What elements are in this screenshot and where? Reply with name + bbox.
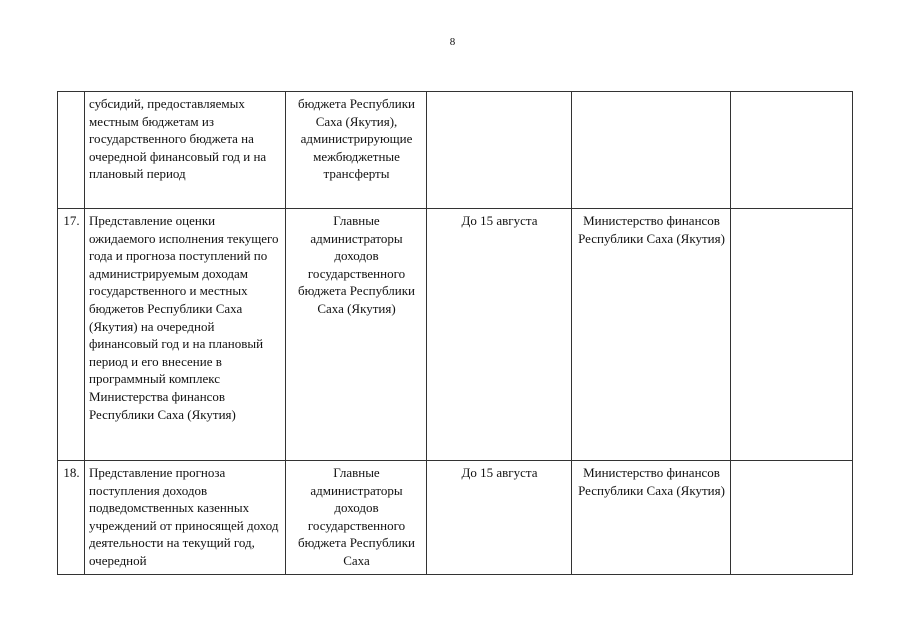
schedule-table	[57, 91, 853, 575]
table-row	[58, 92, 853, 209]
recipient-cell	[572, 92, 731, 209]
deadline-cell	[427, 92, 572, 209]
task-description: Представление оценки ожидаемого исполнения текущего года и прогноза поступлений по администрируемым доходам государственного и местных бюджетов Республики Саха (Якутия) на очередной финансовый год и на плановый период и его внесение в программный комплекс Министерства финансов Республики Саха (Якутия)	[85, 209, 286, 461]
deadline-cell: До 15 августа	[427, 209, 572, 461]
recipient-cell: Министерство финансов Республики Саха (Якутия)	[572, 461, 731, 575]
executor-cell: Главные администраторы доходов государственного бюджета Республики Саха	[286, 461, 427, 575]
deadline-cell: До 15 августа	[427, 461, 572, 575]
note-cell	[731, 209, 853, 461]
note-cell	[731, 92, 853, 209]
row-number: 18.	[58, 461, 85, 575]
task-description: субсидий, предоставляемых местным бюджетам из государственного бюджета на очередной финансовый год и на плановый период	[85, 92, 286, 209]
note-cell	[731, 461, 853, 575]
table-row	[58, 209, 853, 461]
task-description: Представление прогноза поступления доходов подведомственных казенных учреждений от приносящей доход деятельности на текущий год, очередной	[85, 461, 286, 575]
page-number: 8	[449, 36, 456, 48]
executor-cell: Главные администраторы доходов государственного бюджета Республики Саха (Якутия)	[286, 209, 427, 461]
executor-cell: бюджета Республики Саха (Якутия), администрирующие межбюджетные трансферты	[286, 92, 427, 209]
row-number	[58, 92, 85, 209]
recipient-cell: Министерство финансов Республики Саха (Якутия)	[572, 209, 731, 461]
row-number: 17.	[58, 209, 85, 461]
table-row	[58, 461, 853, 575]
